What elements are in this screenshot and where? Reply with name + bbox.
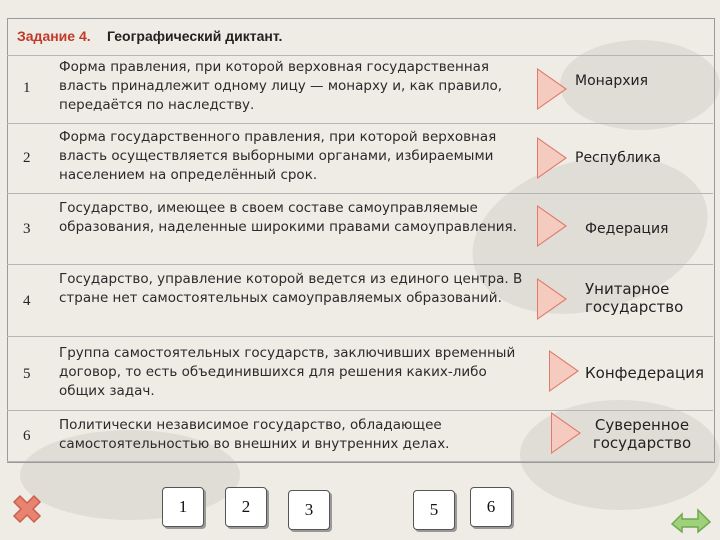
row-number: 1 — [23, 80, 31, 96]
arrow-right-icon — [551, 412, 581, 454]
answer-slot[interactable]: 6 — [470, 487, 512, 527]
table-row — [7, 123, 713, 194]
row-number: 3 — [23, 221, 31, 237]
arrow-right-icon — [549, 350, 579, 392]
answer-slot[interactable]: 1 — [162, 487, 204, 527]
row-description: Группа самостоятельных государств, заключивших временный договор, то есть объединившихся для решения каких-либо общих задач. — [59, 345, 516, 399]
answer-slot[interactable]: 2 — [225, 487, 267, 527]
arrow-right-icon — [537, 137, 567, 179]
task-label: Задание 4. — [17, 28, 91, 44]
answer-slot[interactable]: 5 — [413, 490, 455, 530]
task-title: Географический диктант. — [107, 28, 283, 44]
answer-card[interactable]: Федерация — [585, 221, 669, 237]
table-header — [7, 18, 713, 56]
table-row — [7, 336, 713, 411]
check-icon[interactable] — [668, 500, 714, 534]
table-row — [7, 55, 713, 124]
row-description: Государство, управление которой ведется из единого центра. В стране нет самостоятельных самоуправляемых образований. — [59, 271, 523, 306]
row-number: 4 — [23, 293, 31, 309]
arrow-right-icon — [537, 205, 567, 247]
row-description: Форма правления, при которой верховная государственная власть принадлежит одному лицу — монарху и, как правило, передаётся по наследству. — [59, 59, 503, 113]
row-description: Форма государственного правления, при которой верховная власть осуществляется выборными органами, избираемыми населением на определённый срок. — [59, 129, 497, 183]
table-row — [7, 193, 713, 265]
answer-card[interactable]: Республика — [575, 150, 661, 166]
table-row — [7, 410, 713, 462]
close-x-icon[interactable] — [8, 492, 46, 530]
table-row — [7, 264, 713, 337]
answer-slot[interactable]: 3 — [288, 490, 330, 530]
row-number: 5 — [23, 366, 31, 382]
answer-card[interactable]: Суверенное государство — [592, 416, 692, 452]
arrow-right-icon — [537, 68, 567, 110]
answer-card[interactable]: Унитарное государство — [585, 280, 684, 316]
answer-card[interactable]: Конфедерация — [585, 364, 704, 382]
row-description: Государство, имеющее в своем составе самоуправляемые образования, наделенные широкими правами самоуправления. — [59, 200, 517, 235]
row-number: 2 — [23, 150, 31, 166]
answer-card[interactable]: Монархия — [575, 73, 649, 89]
arrow-right-icon — [537, 278, 567, 320]
row-number: 6 — [23, 428, 31, 444]
row-description: Политически независимое государство, обладающее самостоятельностью во внешних и внутренних делах. — [59, 417, 450, 452]
